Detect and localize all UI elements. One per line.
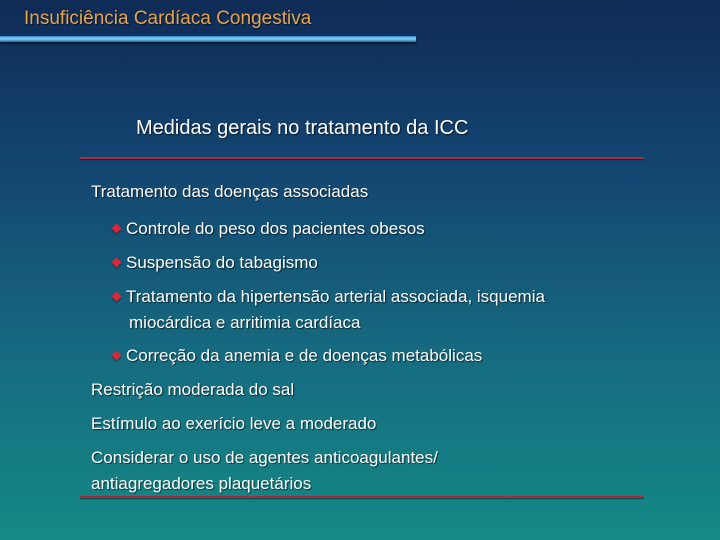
sub-item-anemia-text: Correção da anemia e de doenças metabólicas <box>126 346 483 365</box>
list-item-doencas-associadas: Tratamento das doenças associadas <box>91 182 369 201</box>
list-item-anticoagulantes-continuation: antiagregadores plaquetários <box>91 474 312 493</box>
sub-item-tabagismo <box>113 250 318 276</box>
diamond-bullet-icon <box>112 292 122 302</box>
slide-subtitle: Medidas gerais no tratamento da ICC <box>136 117 469 139</box>
sub-item-peso <box>113 216 425 242</box>
diamond-bullet-icon <box>112 258 122 268</box>
sub-item-peso-text: Controle do peso dos pacientes obesos <box>126 219 425 238</box>
bottom-divider <box>80 496 644 498</box>
diamond-bullet-icon <box>112 224 122 234</box>
sub-item-hipertensao <box>113 284 545 310</box>
list-item-exercicio: Estímulo ao exerício leve a moderado <box>91 414 377 433</box>
sub-item-hipertensao-text: Tratamento da hipertensão arterial associada, isquemia <box>126 287 545 306</box>
diamond-bullet-icon <box>112 351 122 361</box>
sub-item-hipertensao-continuation: miocárdica e arritimia cardíaca <box>129 313 361 332</box>
top-divider <box>80 157 644 159</box>
slide-title: Insuficiência Cardíaca Congestiva <box>24 8 312 29</box>
title-underline <box>0 36 416 42</box>
sub-item-tabagismo-text: Suspensão do tabagismo <box>126 253 318 272</box>
list-item-anticoagulantes: Considerar o uso de agentes anticoagulantes/ <box>91 448 438 467</box>
sub-item-anemia <box>113 343 482 369</box>
list-item-restricao-sal: Restrição moderada do sal <box>91 380 295 399</box>
